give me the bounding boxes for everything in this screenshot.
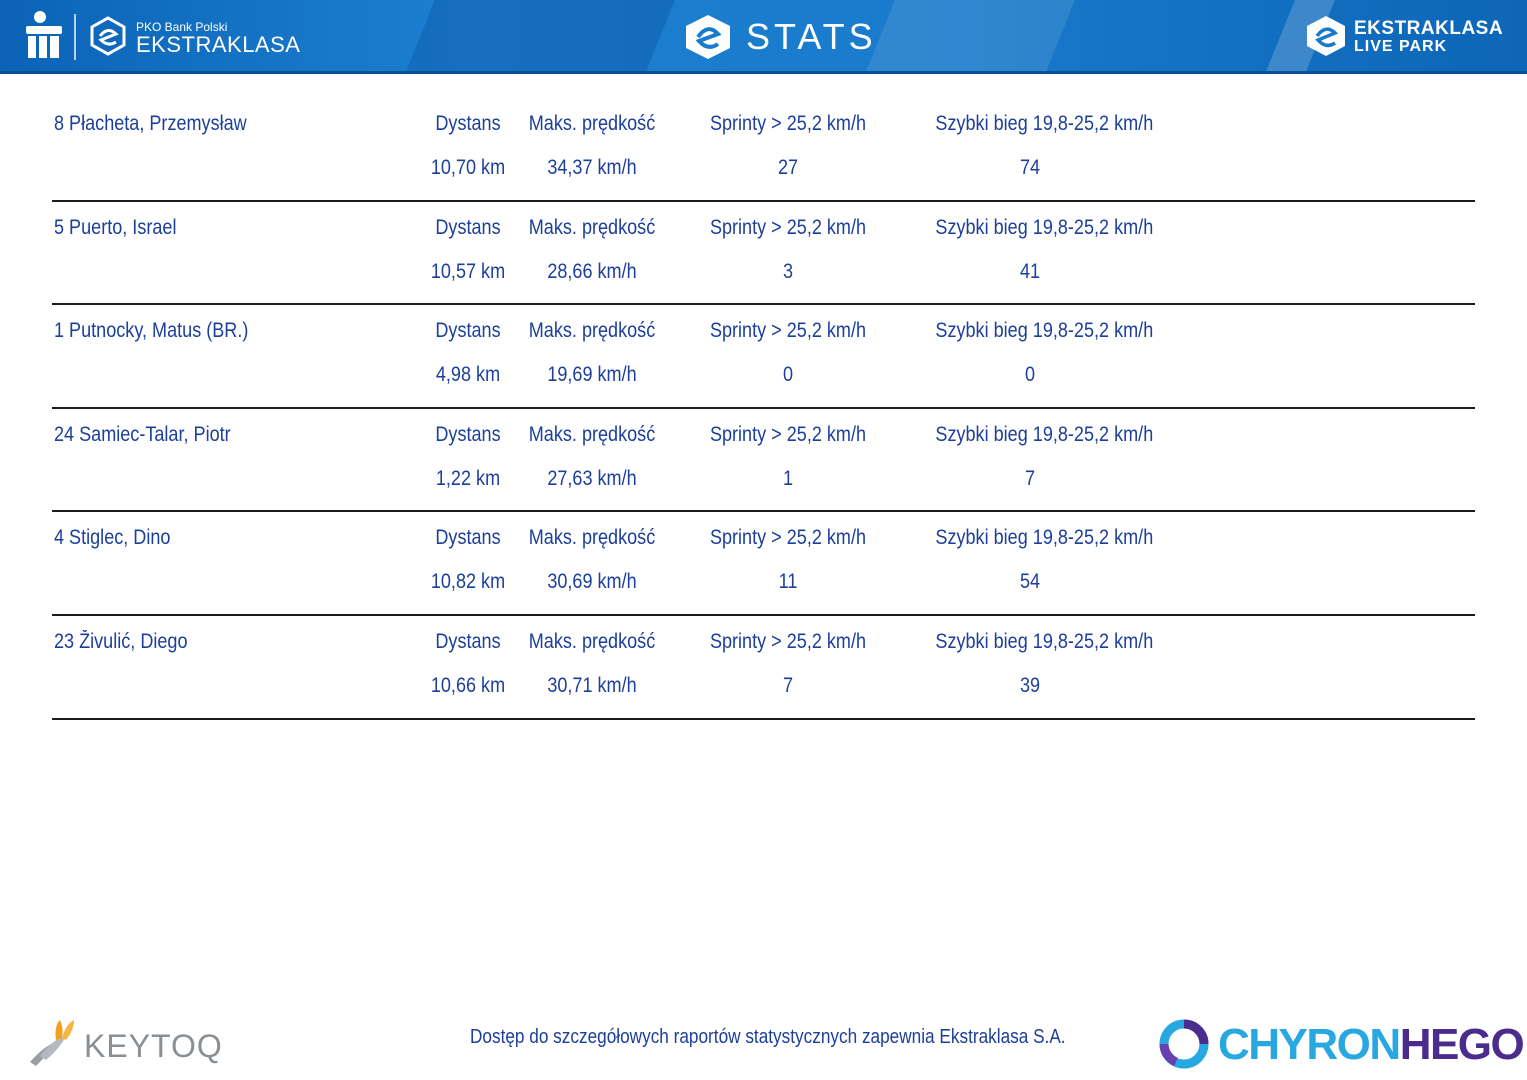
live-park-title: EKSTRAKLASA [1354, 18, 1504, 39]
fast-runs-value: 41 [1019, 259, 1041, 283]
fast-runs-value: 7 [1024, 466, 1036, 490]
player-name: 24 Samiec-Talar, Piotr [54, 422, 231, 446]
page-title: STATS [746, 16, 877, 57]
sprints-value: 7 [782, 673, 794, 697]
header-underline [0, 71, 1527, 74]
fast-runs-label: Szybki bieg 19,8-25,2 km/h [935, 215, 1154, 239]
sprints-value: 11 [778, 570, 798, 594]
distance-label: Dystans [435, 629, 501, 653]
player-row [52, 616, 1475, 720]
player-row [52, 202, 1475, 306]
keytoq-logo [26, 1014, 223, 1070]
max-speed-label: Maks. prędkość [528, 526, 656, 550]
fast-runs-label: Szybki bieg 19,8-25,2 km/h [935, 422, 1154, 446]
max-speed-value: 30,69 km/h [547, 570, 637, 594]
player-name: 4 Stiglec, Dino [54, 526, 171, 550]
max-speed-value: 19,69 km/h [547, 363, 637, 387]
player-name: 23 Živulić, Diego [54, 629, 188, 653]
sprints-label: Sprinty > 25,2 km/h [709, 319, 867, 343]
player-row [52, 305, 1475, 409]
header-stripe [405, 0, 675, 74]
keytoq-wordmark: KEYTOQ [84, 1028, 223, 1064]
footer-note: Dostęp do szczegółowych raportów statystycznych zapewnia Ekstraklasa S.A. [470, 1026, 1066, 1048]
ekstraklasa-logo-icon [88, 16, 128, 56]
max-speed-label: Maks. prędkość [528, 215, 656, 239]
stats-ekstraklasa-icon [684, 14, 732, 60]
max-speed-label: Maks. prędkość [528, 319, 656, 343]
fast-runs-label: Szybki bieg 19,8-25,2 km/h [935, 526, 1154, 550]
distance-label: Dystans [435, 112, 501, 135]
sprints-label: Sprinty > 25,2 km/h [709, 422, 867, 446]
max-speed-value: 27,63 km/h [547, 466, 637, 490]
max-speed-label: Maks. prędkość [528, 112, 656, 135]
player-name: 1 Putnocky, Matus (BR.) [54, 319, 249, 343]
player-name: 8 Płacheta, Przemysław [54, 112, 247, 135]
fast-runs-label: Szybki bieg 19,8-25,2 km/h [935, 629, 1154, 653]
fast-runs-value: 54 [1019, 570, 1041, 594]
distance-value: 10,66 km [430, 673, 506, 697]
fast-runs-value: 0 [1024, 363, 1036, 387]
distance-label: Dystans [435, 526, 501, 550]
live-park-logo-icon [1305, 15, 1347, 57]
fast-runs-label: Szybki bieg 19,8-25,2 km/h [935, 319, 1154, 343]
fast-runs-value: 39 [1019, 673, 1041, 697]
player-row [52, 512, 1475, 616]
max-speed-label: Maks. prędkość [528, 422, 656, 446]
live-park-subtitle: LIVE PARK [1354, 38, 1448, 55]
distance-value: 4,98 km [435, 363, 501, 387]
max-speed-value: 30,71 km/h [547, 673, 637, 697]
player-row [52, 98, 1475, 202]
distance-label: Dystans [435, 215, 501, 239]
fast-runs-label: Szybki bieg 19,8-25,2 km/h [935, 112, 1154, 135]
sprints-label: Sprinty > 25,2 km/h [709, 112, 867, 135]
sponsor-league-label: EKSTRAKLASA [136, 32, 301, 57]
chyronhego-wordmark [1218, 1020, 1523, 1070]
pko-piggy-bank-icon [24, 10, 64, 60]
chyronhego-wordmark-part2: HEGO [1399, 1020, 1524, 1069]
sprints-label: Sprinty > 25,2 km/h [709, 215, 867, 239]
fast-runs-value: 74 [1019, 156, 1041, 179]
distance-value: 10,70 km [430, 156, 506, 179]
keytoq-rabbit-icon [26, 1016, 78, 1068]
chyronhego-logo [1156, 1014, 1524, 1074]
sprints-label: Sprinty > 25,2 km/h [709, 629, 867, 653]
player-stats-list [52, 98, 1475, 720]
max-speed-label: Maks. prędkość [528, 629, 656, 653]
header-bar [0, 0, 1527, 74]
distance-label: Dystans [435, 422, 501, 446]
distance-label: Dystans [435, 319, 501, 343]
max-speed-value: 34,37 km/h [547, 156, 637, 179]
sprints-value: 3 [782, 259, 794, 283]
player-name: 5 Puerto, Israel [54, 215, 177, 239]
sprints-label: Sprinty > 25,2 km/h [709, 526, 867, 550]
distance-value: 10,57 km [430, 259, 506, 283]
distance-value: 10,82 km [430, 570, 506, 594]
sprints-value: 27 [777, 156, 799, 179]
header-stripe [865, 0, 1075, 74]
chyronhego-ring-icon [1156, 1016, 1212, 1072]
max-speed-value: 28,66 km/h [547, 259, 637, 283]
player-row [52, 409, 1475, 513]
sprints-value: 0 [782, 363, 794, 387]
chyronhego-wordmark-part1: CHYRON [1218, 1020, 1400, 1069]
sponsor-bank-label: PKO Bank Polski [136, 20, 228, 34]
distance-value: 1,22 km [435, 466, 501, 490]
sprints-value: 1 [782, 466, 794, 490]
logo-divider [74, 14, 76, 60]
